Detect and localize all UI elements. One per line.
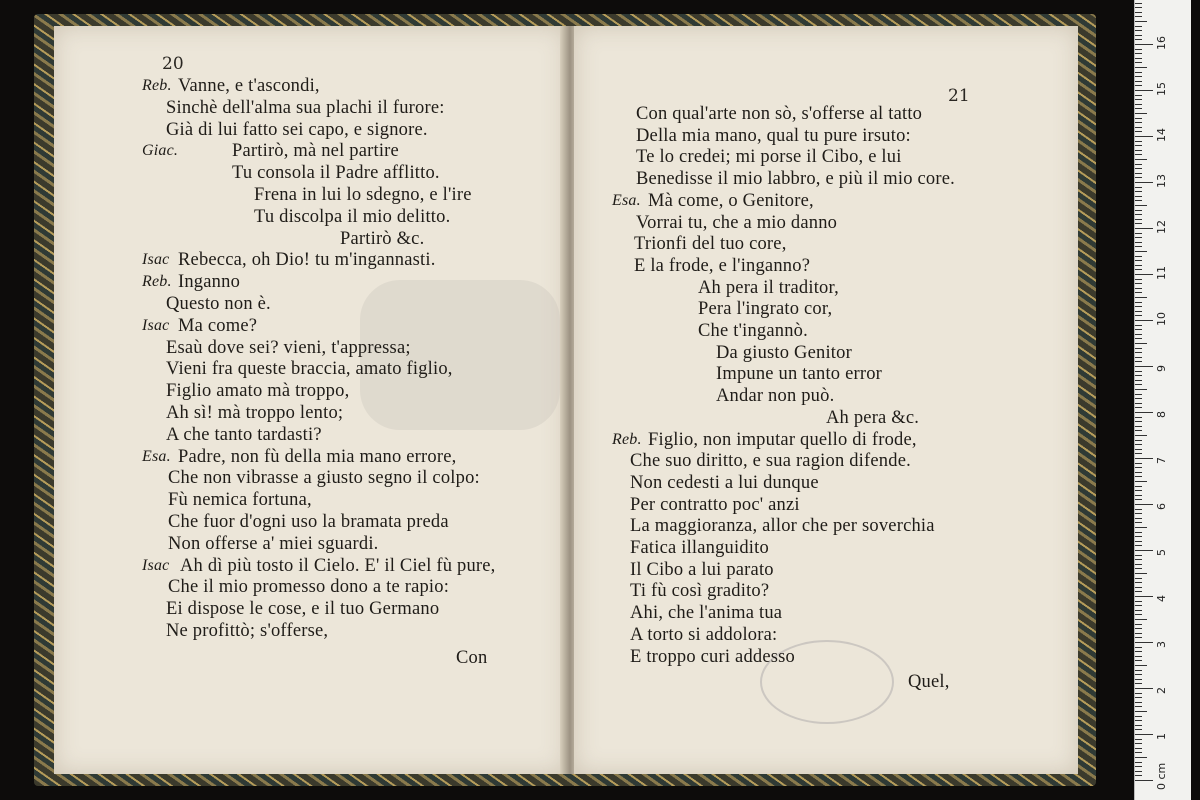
ruler-tick — [1135, 62, 1142, 63]
ruler-tick — [1135, 435, 1147, 436]
ruler-tick — [1135, 624, 1142, 625]
ruler-tick — [1135, 568, 1142, 569]
ruler-tick — [1135, 697, 1142, 698]
ruler-number: 13 — [1155, 174, 1168, 188]
ruler-tick — [1135, 191, 1142, 192]
ruler-tick — [1135, 499, 1142, 500]
ruler-tick — [1135, 513, 1142, 514]
ruler-tick — [1135, 95, 1142, 96]
ruler-tick — [1135, 380, 1142, 381]
ruler-tick — [1135, 771, 1142, 772]
ruler-tick — [1135, 177, 1142, 178]
verse-line: Fatica illanguidito — [630, 538, 769, 558]
verse-line: Figlio amato mà troppo, — [166, 381, 350, 402]
ruler-tick — [1135, 398, 1142, 399]
ruler-tick — [1135, 495, 1142, 496]
ruler-tick — [1135, 108, 1142, 109]
ruler-tick — [1135, 573, 1147, 574]
ruler-tick — [1135, 509, 1142, 510]
ruler-tick — [1135, 743, 1142, 744]
verse-line: E troppo curi addesso — [630, 646, 796, 667]
ruler-number: 4 — [1155, 595, 1168, 602]
verse-line: Da giusto Genitor — [716, 342, 852, 363]
ruler-tick — [1135, 412, 1153, 413]
ruler-tick — [1135, 545, 1142, 546]
ruler-tick — [1135, 674, 1142, 675]
verse-line: Ah pera &c. — [826, 407, 920, 428]
ruler-tick — [1135, 343, 1147, 344]
ruler-tick — [1135, 12, 1142, 13]
ruler-number: 1 — [1155, 733, 1168, 740]
verse-line: Benedisse il mio labbro, e più il mio core. — [636, 169, 955, 190]
ruler-tick — [1135, 766, 1142, 767]
ruler-tick — [1135, 214, 1142, 215]
ruler-tick — [1135, 407, 1142, 408]
verse-line: Tu consola il Padre afflitto. — [232, 163, 440, 184]
verse-line: A che tanto tardasti? — [166, 424, 322, 445]
verse-line: Fù nemica fortuna, — [168, 490, 312, 511]
ruler-tick — [1135, 3, 1142, 4]
verse-line: Inganno — [178, 272, 241, 293]
ruler-tick — [1135, 131, 1142, 132]
ruler-tick — [1135, 716, 1142, 717]
verse-line: Ne profittò; s'offerse, — [166, 621, 329, 641]
verse-line: Che fuor d'ogni uso la bramata preda — [168, 512, 449, 532]
verse-line: Ah pera il traditor, — [698, 277, 839, 298]
ruler-tick — [1135, 302, 1142, 303]
ruler-tick — [1135, 384, 1142, 385]
ruler-tick — [1135, 601, 1142, 602]
ruler-tick — [1135, 329, 1142, 330]
ruler-tick — [1135, 99, 1142, 100]
ruler-tick — [1135, 288, 1142, 289]
ruler-tick — [1135, 665, 1147, 666]
ruler-tick — [1135, 490, 1142, 491]
ruler-tick — [1135, 541, 1142, 542]
ruler-tick — [1135, 559, 1142, 560]
ruler-tick — [1135, 748, 1142, 749]
verse-line: Non cedesti a lui dunque — [630, 472, 819, 493]
ruler-tick — [1135, 233, 1142, 234]
ruler-tick — [1135, 279, 1142, 280]
ruler-tick — [1135, 536, 1142, 537]
ruler-tick — [1135, 315, 1142, 316]
verse-line: A torto si addolora: — [630, 624, 778, 645]
ruler-tick — [1135, 122, 1142, 123]
ruler-tick — [1135, 633, 1142, 634]
verse-line: Che suo diritto, e sua ragion difende. — [630, 451, 911, 472]
verse-line: Trionfi del tuo core, — [634, 234, 787, 255]
ruler-tick — [1135, 647, 1142, 648]
ruler-tick — [1135, 325, 1142, 326]
ruler-tick — [1135, 394, 1142, 395]
ruler-tick — [1135, 136, 1153, 137]
ruler-tick — [1135, 679, 1142, 680]
verse-line: Sinchè dell'alma sua plachi il furore: — [166, 97, 445, 118]
ruler-tick — [1135, 463, 1142, 464]
verse-line: Partirò, mà nel partire — [232, 141, 399, 162]
ruler-tick — [1135, 729, 1142, 730]
ruler-tick — [1135, 596, 1153, 597]
ruler-tick — [1135, 49, 1142, 50]
speaker-label: Reb. — [142, 273, 172, 291]
ruler-tick — [1135, 670, 1142, 671]
verse-line: Della mia mano, qual tu pure irsuto: — [636, 125, 911, 146]
ruler-tick — [1135, 256, 1142, 257]
ruler-tick — [1135, 476, 1142, 477]
ruler-tick — [1135, 35, 1142, 36]
left-page-number: 20 — [162, 54, 184, 74]
ruler-tick — [1135, 90, 1153, 91]
ruler-tick — [1135, 283, 1142, 284]
ruler-tick — [1135, 150, 1142, 151]
ruler-tick — [1135, 453, 1142, 454]
speaker-label: Isac — [142, 251, 170, 269]
ruler-tick — [1135, 591, 1142, 592]
ruler-tick — [1135, 711, 1147, 712]
ruler-tick — [1135, 578, 1142, 579]
ruler-tick — [1135, 44, 1153, 45]
ruler-tick — [1135, 605, 1142, 606]
ruler-tick — [1135, 582, 1142, 583]
ruler-tick — [1135, 200, 1142, 201]
right-page-number: 21 — [948, 86, 970, 106]
ruler-tick — [1135, 532, 1142, 533]
ruler-tick — [1135, 444, 1142, 445]
ruler-tick — [1135, 297, 1147, 298]
ruler-tick — [1135, 780, 1153, 781]
verse-line: Per contratto poc' anzi — [630, 494, 800, 515]
ruler-tick — [1135, 113, 1147, 114]
ruler-tick — [1135, 21, 1147, 22]
verse-line: Ei dispose le cose, e il tuo Germano — [166, 599, 440, 620]
verse-line: Mà come, o Genitore, — [648, 190, 814, 211]
ruler-tick — [1135, 145, 1142, 146]
ruler-number: 10 — [1155, 312, 1168, 326]
ruler-tick — [1135, 228, 1153, 229]
ruler-unit-label: 0 cm — [1155, 762, 1168, 790]
ruler-tick — [1135, 467, 1142, 468]
verse-line: Pera l'ingrato cor, — [698, 299, 833, 320]
ruler-number: 2 — [1155, 687, 1168, 694]
speaker-label: Reb. — [142, 77, 172, 94]
verse-line: Figlio, non imputar quello di frode, — [648, 429, 917, 450]
ruler-tick — [1135, 118, 1142, 119]
verse-line: Che il mio promesso dono a te rapio: — [168, 577, 450, 598]
ruler-tick — [1135, 81, 1142, 82]
ruler-tick — [1135, 587, 1142, 588]
verse-line: Impune un tanto error — [716, 364, 883, 385]
ruler-tick — [1135, 196, 1142, 197]
verse-line: Ahi, che l'anima tua — [630, 603, 783, 624]
ruler-tick — [1135, 403, 1142, 404]
verse-line: Non offerse a' miei sguardi. — [168, 533, 379, 554]
ruler-tick — [1135, 168, 1142, 169]
verse-line: Ma come? — [178, 315, 258, 336]
ruler-tick — [1135, 610, 1142, 611]
verse-line: Partirò &c. — [340, 228, 425, 249]
ruler-tick — [1135, 16, 1142, 17]
ruler-tick — [1135, 223, 1142, 224]
verse-line: Tu discolpa il mio delitto. — [254, 206, 451, 227]
ruler-tick — [1135, 426, 1142, 427]
ruler-tick — [1135, 173, 1142, 174]
ruler-tick — [1135, 265, 1142, 266]
ruler-tick — [1135, 7, 1142, 8]
ruler-tick — [1135, 237, 1142, 238]
scale-ruler — [1134, 0, 1191, 800]
ruler-tick — [1135, 518, 1142, 519]
ruler-tick — [1135, 775, 1142, 776]
ruler-tick — [1135, 417, 1142, 418]
ruler-number: 14 — [1155, 128, 1168, 142]
ruler-tick — [1135, 504, 1153, 505]
verse-line: Rebecca, oh Dio! tu m'ingannasti. — [178, 250, 436, 271]
verse-line: Ah dì più tosto il Cielo. E' il Ciel fù pure, — [180, 555, 496, 576]
ruler-tick — [1135, 274, 1153, 275]
speaker-label: Isac — [142, 316, 170, 334]
ruler-number: 8 — [1155, 411, 1168, 418]
speaker-label: Giac. — [142, 142, 179, 160]
speaker-label: Isac — [142, 556, 170, 574]
ruler-tick — [1135, 348, 1142, 349]
ruler-tick — [1135, 58, 1142, 59]
ruler-tick — [1135, 242, 1142, 243]
ruler-tick — [1135, 522, 1142, 523]
verse-line: Esaù dove sei? vieni, t'appressa; — [166, 337, 411, 358]
ruler-tick — [1135, 734, 1153, 735]
ruler-tick — [1135, 555, 1142, 556]
ruler-tick — [1135, 752, 1142, 753]
ruler-number: 11 — [1155, 266, 1168, 280]
ruler-tick — [1135, 164, 1142, 165]
left-catchword: Con — [456, 648, 488, 668]
verse-line: La maggioranza, allor che per soverchia — [630, 516, 935, 537]
ruler-number: 12 — [1155, 220, 1168, 234]
ruler-tick — [1135, 430, 1142, 431]
ruler-tick — [1135, 660, 1142, 661]
ruler-tick — [1135, 53, 1142, 54]
ruler-number: 7 — [1155, 457, 1168, 464]
ruler-tick — [1135, 39, 1142, 40]
verse-line: Frena in lui lo sdegno, e l'ire — [254, 185, 472, 205]
ruler-tick — [1135, 320, 1153, 321]
ruler-tick — [1135, 564, 1142, 565]
ruler-tick — [1135, 389, 1147, 390]
ruler-tick — [1135, 30, 1142, 31]
ruler-tick — [1135, 76, 1142, 77]
speaker-label: Esa. — [612, 191, 641, 209]
ruler-tick — [1135, 472, 1142, 473]
ruler-tick — [1135, 357, 1142, 358]
speaker-label: Esa. — [142, 447, 171, 465]
ruler-tick — [1135, 637, 1142, 638]
ruler-tick — [1135, 720, 1142, 721]
ruler-tick — [1135, 26, 1142, 27]
ruler-number: 6 — [1155, 503, 1168, 510]
verse-line: Andar non può. — [716, 386, 835, 407]
verse-line: Te lo credei; mi porse il Cibo, e lui — [636, 147, 902, 168]
ruler-number: 3 — [1155, 641, 1168, 648]
ruler-tick — [1135, 67, 1147, 68]
ruler-tick — [1135, 449, 1142, 450]
ruler-number: 15 — [1155, 82, 1168, 96]
ruler-tick — [1135, 334, 1142, 335]
ruler-tick — [1135, 651, 1142, 652]
verse-line: Vorrai tu, che a mio danno — [636, 212, 838, 233]
ruler-tick — [1135, 187, 1142, 188]
ruler-number: 9 — [1155, 365, 1168, 372]
ruler-tick — [1135, 458, 1153, 459]
ruler-tick — [1135, 725, 1142, 726]
ruler-tick — [1135, 72, 1142, 73]
ruler-number: 5 — [1155, 549, 1168, 556]
verse-line: Che non vibrasse a giusto segno il colpo: — [168, 468, 480, 489]
ruler-tick — [1135, 739, 1142, 740]
verse-line: Ti fù così gradito? — [630, 581, 770, 602]
ruler-tick — [1135, 210, 1142, 211]
verse-line: Che t'ingannò. — [698, 321, 808, 341]
ruler-tick — [1135, 481, 1147, 482]
ruler-tick — [1135, 693, 1142, 694]
speaker-label: Reb. — [612, 430, 642, 448]
ruler-tick — [1135, 440, 1142, 441]
ruler-tick — [1135, 306, 1142, 307]
ruler-tick — [1135, 371, 1142, 372]
ruler-tick — [1135, 702, 1142, 703]
verse-line: Il Cibo a lui parato — [630, 559, 774, 580]
ruler-tick — [1135, 311, 1142, 312]
ruler-tick — [1135, 141, 1142, 142]
ruler-tick — [1135, 159, 1147, 160]
ruler-tick — [1135, 706, 1142, 707]
ruler-tick — [1135, 104, 1142, 105]
ruler-tick — [1135, 628, 1142, 629]
ruler-tick — [1135, 361, 1142, 362]
verse-line: Padre, non fù della mia mano errore, — [178, 446, 457, 467]
ruler-tick — [1135, 656, 1142, 657]
ruler-tick — [1135, 182, 1153, 183]
ruler-tick — [1135, 683, 1142, 684]
verse-line: E la frode, e l'inganno? — [634, 255, 811, 276]
ruler-tick — [1135, 246, 1142, 247]
ruler-tick — [1135, 292, 1142, 293]
ruler-number: 16 — [1155, 36, 1168, 50]
ruler-tick — [1135, 260, 1142, 261]
ruler-tick — [1135, 127, 1142, 128]
ruler-tick — [1135, 688, 1153, 689]
ruler-tick — [1135, 269, 1142, 270]
verse-line: Questo non è. — [166, 294, 271, 314]
verse-line: Ah sì! mà troppo lento; — [166, 403, 344, 423]
ruler-tick — [1135, 762, 1142, 763]
ruler-tick — [1135, 550, 1153, 551]
ruler-tick — [1135, 338, 1142, 339]
ruler-tick — [1135, 251, 1147, 252]
ruler-tick — [1135, 527, 1147, 528]
ruler-tick — [1135, 205, 1147, 206]
ruler-tick — [1135, 85, 1142, 86]
right-catchword: Quel, — [908, 672, 950, 692]
ruler-tick — [1135, 619, 1147, 620]
ruler-tick — [1135, 757, 1147, 758]
ruler-tick — [1135, 375, 1142, 376]
ruler-tick — [1135, 366, 1153, 367]
ruler-tick — [1135, 421, 1142, 422]
ruler-tick — [1135, 486, 1142, 487]
verse-line: Con qual'arte non sò, s'offerse al tatto — [636, 104, 923, 124]
ruler-tick — [1135, 352, 1142, 353]
verse-line: Già di lui fatto sei capo, e signore. — [166, 119, 428, 140]
ruler-tick — [1135, 614, 1142, 615]
verse-line: Vieni fra queste braccia, amato figlio, — [166, 359, 453, 380]
ruler-tick — [1135, 154, 1142, 155]
ruler-tick — [1135, 219, 1142, 220]
ruler-tick — [1135, 642, 1153, 643]
verse-line: Vanne, e t'ascondi, — [178, 76, 320, 96]
